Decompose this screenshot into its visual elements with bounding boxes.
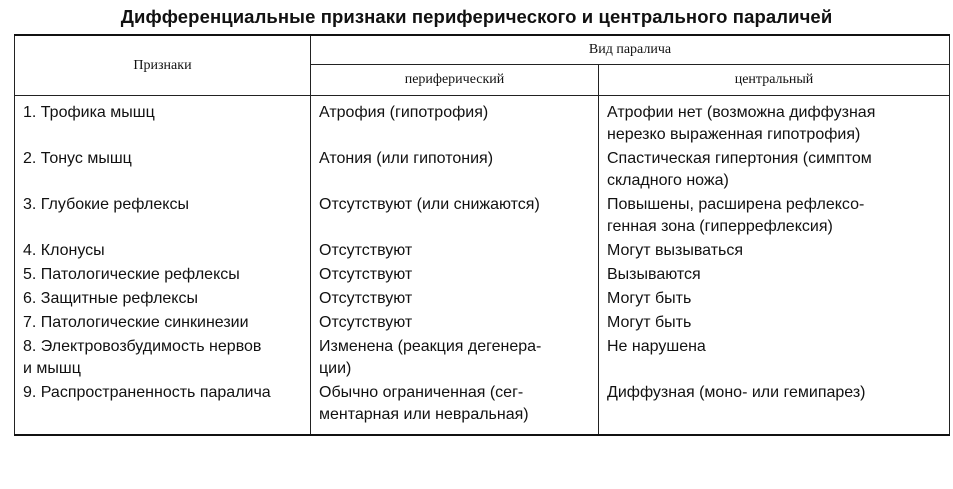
sign-cell: 2. Тонус мышц — [15, 146, 311, 192]
peripheral-cell: Атония (или гипотония) — [311, 146, 599, 192]
central-cell: Спастическая гипертония (симптом складного ножа) — [599, 146, 950, 192]
central-cell: Могут быть — [599, 286, 950, 310]
central-cell: Повышены, расширена рефлексо- генная зона (гиперрефлексия) — [599, 192, 950, 238]
sign-cell: 3. Глубокие рефлексы — [15, 192, 311, 238]
peripheral-cell: Обычно ограниченная (сег- ментарная или невральная) — [311, 380, 599, 435]
table-row — [15, 380, 950, 435]
peripheral-cell: Изменена (реакция дегенера- ции) — [311, 334, 599, 380]
header-central: центральный — [599, 65, 950, 96]
table-row — [15, 238, 950, 262]
central-cell: Могут вызываться — [599, 238, 950, 262]
peripheral-cell: Отсутствуют — [311, 310, 599, 334]
table-row — [15, 310, 950, 334]
peripheral-cell: Отсутствуют — [311, 262, 599, 286]
central-cell: Вызываются — [599, 262, 950, 286]
header-signs: Признаки — [15, 35, 311, 96]
table-title: Дифференциальные признаки периферического и центрального параличей — [120, 6, 833, 27]
sign-cell: 5. Патологические рефлексы — [15, 262, 311, 286]
central-cell: Могут быть — [599, 310, 950, 334]
table-header — [15, 35, 950, 96]
table-row — [15, 192, 950, 238]
central-cell: Диффузная (моно- или гемипарез) — [599, 380, 950, 435]
table-row — [15, 334, 950, 380]
sign-cell: 1. Трофика мышц — [15, 96, 311, 147]
table-row — [15, 262, 950, 286]
sign-cell: 9. Распространенность паралича — [15, 380, 311, 435]
header-peripheral: периферический — [311, 65, 599, 96]
table-row — [15, 286, 950, 310]
table-body — [15, 96, 950, 436]
peripheral-cell: Отсутствуют — [311, 286, 599, 310]
sign-cell: 8. Электровозбудимость нервов и мышц — [15, 334, 311, 380]
central-cell: Не нарушена — [599, 334, 950, 380]
peripheral-cell: Отсутствуют (или снижаются) — [311, 192, 599, 238]
sign-cell: 6. Защитные рефлексы — [15, 286, 311, 310]
peripheral-cell: Отсутствуют — [311, 238, 599, 262]
table-row — [15, 96, 950, 147]
sign-cell: 7. Патологические синкинезии — [15, 310, 311, 334]
comparison-table — [14, 34, 950, 436]
table-row — [15, 146, 950, 192]
peripheral-cell: Атрофия (гипотрофия) — [311, 96, 599, 147]
header-paralysis-type: Вид паралича — [311, 35, 950, 65]
sign-cell: 4. Клонусы — [15, 238, 311, 262]
central-cell: Атрофии нет (возможна диффузная нерезко выраженная гипотрофия) — [599, 96, 950, 147]
